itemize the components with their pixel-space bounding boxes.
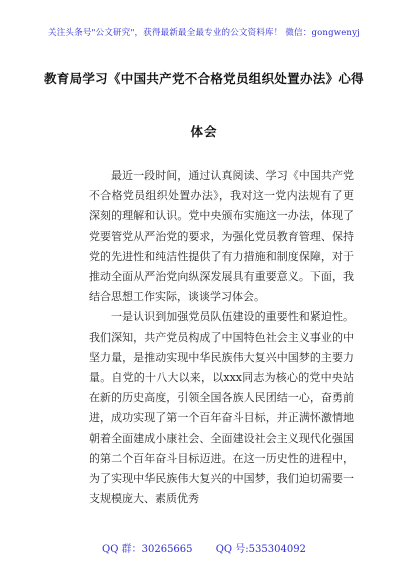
header-promo-note: 关注头条号"公文研究"，获得最新最全最专业的公文资料库！ 微信：gongwenyj bbox=[48, 28, 360, 38]
document-body bbox=[89, 166, 354, 509]
footer-qq-group: QQ 群：30265665 bbox=[102, 544, 193, 555]
body-paragraph-intro: 最近一段时间，通过认真阅读、学习《中国共产党不合格党员组织处置办法》，我对这一党内法规有了更深刻的理解和认识。党中央颁布实施这一办法，体现了党要管党从严治党的要求，为强化党员教育管理、保持党的先进性和纯洁性提供了有力措施和制度保障，对于推动全面从严治党向纵深发展具有重要意义。下面，我结合思想工作实际，谈谈学习体会。 bbox=[89, 169, 354, 304]
footer-contact bbox=[0, 540, 408, 555]
document-title: 教育局学习《中国共产党不合格党员组织处置办法》心得 bbox=[43, 71, 364, 86]
footer-qq-number: QQ 号:535304092 bbox=[215, 544, 306, 555]
body-paragraph-point-one: 一是认识到加强党员队伍建设的重要性和紧迫性。我们深知，共产党员构成了中国特色社会主义事业的中坚力量，是推动实现中华民族伟大复兴中国梦的主要力量。自党的十八大以来，以xxx同志为核心的党中央站在新的历史高度，引领全国各族人民团结一心，奋勇前进，成功实现了第一个百年奋斗目标，并正满怀激情地朝着全面建成小康社会、全面建设社会主义现代化强国的第二个百年奋斗目标迈进。在这一历史性的进程中，为了实现中华民族伟大复兴的中国梦，我们迫切需要一支规模庞大、素质优秀 bbox=[89, 310, 354, 506]
document-title-continued: 体会 bbox=[190, 124, 218, 139]
